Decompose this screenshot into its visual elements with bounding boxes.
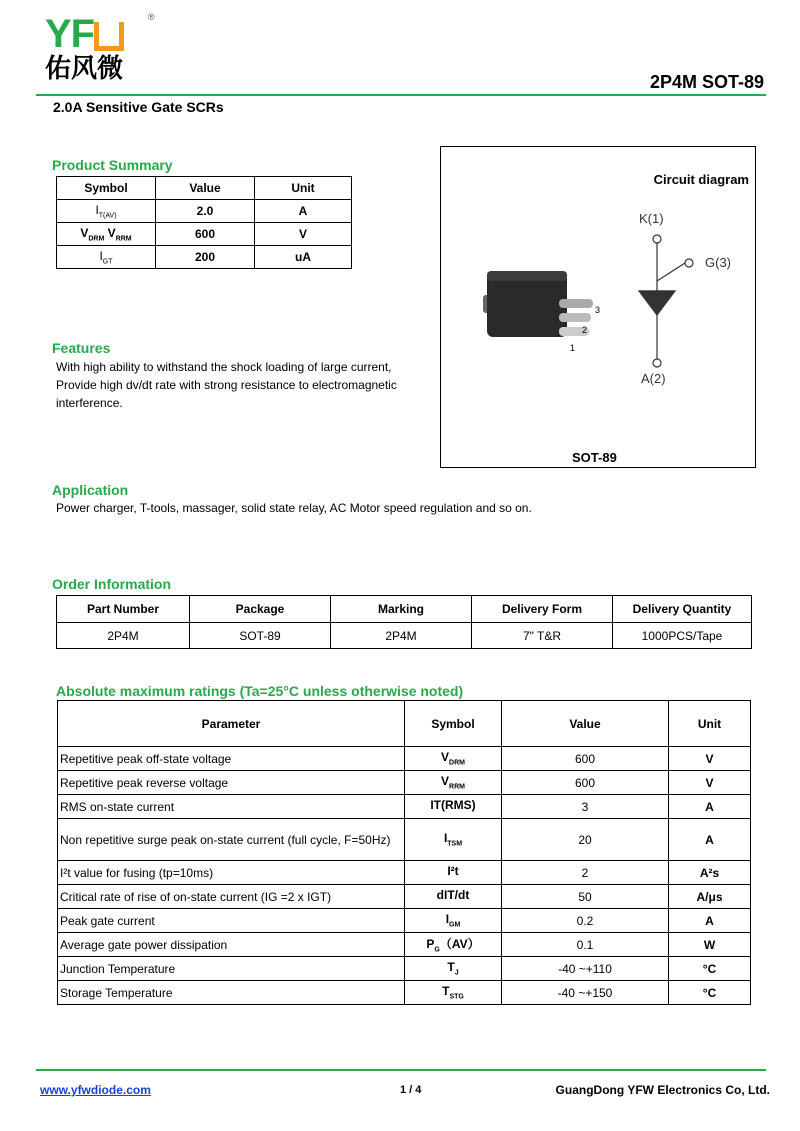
col-header-package: Package: [190, 596, 331, 623]
logo-latin: YF: [45, 14, 124, 54]
unit-cell: W: [669, 933, 751, 957]
table-row: [58, 747, 751, 771]
symbol-cell: $V_{RRM}$: [405, 771, 502, 795]
parameter-cell: I²t value for fusing (tp=10ms): [58, 861, 405, 885]
table-row: [58, 885, 751, 909]
symbol-cell: IT(RMS): [405, 795, 502, 819]
company-name: GuangDong YFW Electronics Co, Ltd.: [555, 1083, 770, 1097]
pin-2-label: 2: [582, 325, 588, 335]
value-cell: 2.0: [156, 200, 255, 223]
package-cell: SOT-89: [190, 623, 331, 649]
pin-3-label: 3: [595, 305, 601, 315]
website-link[interactable]: www.yfwdiode.com: [40, 1083, 151, 1097]
table-row: [58, 981, 751, 1005]
table-row: [58, 795, 751, 819]
symbol-cell: $I_{GT}$: [57, 246, 156, 269]
parameter-cell: Junction Temperature: [58, 957, 405, 981]
col-header-part-number: Part Number: [57, 596, 190, 623]
symbol-cell: $V_{DRM}$: [405, 747, 502, 771]
unit-cell: A/μs: [669, 885, 751, 909]
circuit-diagram-title: Circuit diagram: [653, 172, 749, 187]
part-title: 2P4M SOT-89: [649, 72, 764, 92]
parameter-cell: Repetitive peak off-state voltage: [58, 747, 405, 771]
footer-divider: [36, 1069, 766, 1071]
logo-chinese: 佑风微: [45, 53, 124, 83]
value-cell: 600: [502, 747, 669, 771]
features-line: interference.: [56, 396, 123, 410]
col-header-parameter: Parameter: [58, 701, 405, 747]
symbol-cell: dIT/dt: [405, 885, 502, 909]
col-header-delivery-form: Delivery Form: [472, 596, 613, 623]
product-summary-title: Product Summary: [52, 157, 173, 173]
value-cell: 2: [502, 861, 669, 885]
features-line: With high ability to withstand the shock loading of large current,: [56, 360, 392, 374]
pin-1-label: 1: [570, 343, 576, 353]
unit-cell: °C: [669, 957, 751, 981]
parameter-cell: Non repetitive surge peak on-state current (full cycle, F=50Hz): [58, 819, 405, 861]
symbol-cell: $I_{TSM}$: [405, 819, 502, 861]
delivery-form-cell: 7" T&R: [472, 623, 613, 649]
symbol-cell: $V_{DRM}$ $V_{RRM}$: [57, 223, 156, 246]
col-header-value: Value: [156, 177, 255, 200]
circuit-diagram-box: [440, 146, 756, 468]
unit-cell: V: [669, 747, 751, 771]
parameter-cell: RMS on-state current: [58, 795, 405, 819]
unit-cell: V: [255, 223, 352, 246]
abs-max-title: Absolute maximum ratings (Ta=25°C unless otherwise noted): [56, 683, 464, 699]
value-cell: 20: [502, 819, 669, 861]
company-logo: [45, 14, 124, 82]
col-header-delivery-quantity: Delivery Quantity: [613, 596, 752, 623]
application-title: Application: [52, 482, 129, 498]
sot89-package-image: [483, 271, 593, 337]
value-cell: 200: [156, 246, 255, 269]
part-number-cell: 2P4M: [57, 623, 190, 649]
features-text: [56, 358, 397, 412]
unit-cell: A²s: [669, 861, 751, 885]
unit-cell: °C: [669, 981, 751, 1005]
unit-cell: V: [669, 771, 751, 795]
col-header-unit: Unit: [669, 701, 751, 747]
application-text: Power charger, T-tools, massager, solid state relay, AC Motor speed regulation and so on.: [56, 501, 532, 515]
value-cell: 0.1: [502, 933, 669, 957]
col-header-marking: Marking: [331, 596, 472, 623]
parameter-cell: Critical rate of rise of on-state current (IG =2 x IGT): [58, 885, 405, 909]
cathode-label: K(1): [639, 211, 664, 226]
symbol-cell: $T_J$: [405, 957, 502, 981]
order-info-title: Order Information: [52, 576, 172, 592]
table-row: [57, 223, 352, 246]
order-info-table: [56, 595, 752, 649]
value-cell: 50: [502, 885, 669, 909]
value-cell: 0.2: [502, 909, 669, 933]
symbol-cell: I²t: [405, 861, 502, 885]
table-row: [58, 933, 751, 957]
symbol-cell: $T_{STG}$: [405, 981, 502, 1005]
anode-label: A(2): [641, 371, 666, 386]
col-header-value: Value: [502, 701, 669, 747]
features-title: Features: [52, 340, 111, 356]
parameter-cell: Peak gate current: [58, 909, 405, 933]
parameter-cell: Storage Temperature: [58, 981, 405, 1005]
table-row: [58, 957, 751, 981]
unit-cell: A: [669, 819, 751, 861]
value-cell: 3: [502, 795, 669, 819]
value-cell: -40 ~+110: [502, 957, 669, 981]
symbol-cell: $I_{GM}$: [405, 909, 502, 933]
table-row: [57, 623, 752, 649]
symbol-cell: $I_{T(AV)}$: [57, 200, 156, 223]
table-row: [57, 200, 352, 223]
logo-w-mark: [94, 22, 124, 51]
marking-cell: 2P4M: [331, 623, 472, 649]
product-summary-table: [56, 176, 352, 269]
col-header-symbol: Symbol: [57, 177, 156, 200]
features-line: Provide high dv/dt rate with strong resistance to electromagnetic: [56, 378, 397, 392]
delivery-quantity-cell: 1000PCS/Tape: [613, 623, 752, 649]
table-row: [57, 246, 352, 269]
value-cell: 600: [156, 223, 255, 246]
col-header-symbol: Symbol: [405, 701, 502, 747]
parameter-cell: Average gate power dissipation: [58, 933, 405, 957]
table-row: [58, 819, 751, 861]
symbol-cell: $P_G(AV)$: [405, 933, 502, 957]
unit-cell: uA: [255, 246, 352, 269]
parameter-cell: Repetitive peak reverse voltage: [58, 771, 405, 795]
package-label: SOT-89: [572, 450, 617, 465]
scr-symbol: [639, 235, 693, 367]
col-header-unit: Unit: [255, 177, 352, 200]
abs-max-table: [57, 700, 751, 1005]
page-number: 1 / 4: [400, 1084, 422, 1096]
unit-cell: A: [669, 795, 751, 819]
unit-cell: A: [255, 200, 352, 223]
unit-cell: A: [669, 909, 751, 933]
value-cell: -40 ~+150: [502, 981, 669, 1005]
page-subtitle: 2.0A Sensitive Gate SCRs: [53, 99, 224, 115]
value-cell: 600: [502, 771, 669, 795]
gate-label: G(3): [705, 255, 731, 270]
registered-mark: ®: [148, 12, 155, 22]
table-row: [58, 861, 751, 885]
header-divider: [36, 94, 766, 96]
table-row: [58, 771, 751, 795]
table-row: [58, 909, 751, 933]
